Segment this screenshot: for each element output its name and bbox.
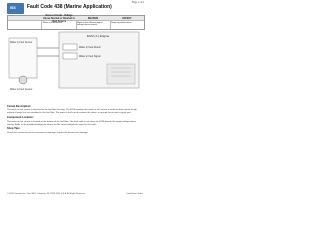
sensor-box — [9, 38, 37, 78]
diagram-label: Water in Fuel Signal — [79, 55, 101, 58]
section-heading: Circuit Description: — [7, 105, 32, 108]
ecm-label: ECM (J-) Engine — [87, 34, 110, 38]
page-title: Fault Code 438 (Marine Application) — [27, 4, 112, 10]
page-footer — [7, 193, 143, 195]
copyright-text: © 2008 Cummins Inc., Box 3005, Columbus, IN 47202-3005 U.S.A. All Rights Reserved. — [7, 193, 86, 195]
connector-b — [63, 53, 77, 59]
badge-label: ISX — [10, 6, 16, 10]
table-cell: Water in Fuel Sensor signal voltage above normal. — [76, 21, 110, 29]
wiring-diagram — [7, 28, 143, 92]
table-cell: Water in Fuel Sensor — [41, 21, 75, 29]
section-text: The water in fuel sensor is attached to the fuel filter housing. The ECM monitors the water in fuel sensor in order to detect when a high volume of water has accumulated in the fuel filter. The water in fuel circuit contains the return, or ground circuit and a signal wire. — [7, 109, 137, 115]
footer-brand: QuickServe Online — [126, 193, 143, 195]
header-cell: REASON — [87, 16, 99, 20]
section-text: The water in fuel sensor is located at the bottom of the fuel filter. The fault code is set when the ECM detects the signal voltage above normal. Refer to the troubleshooting procedures for the correct diagnostic steps for this fault. — [7, 120, 136, 126]
table-cell: None on performance. — [110, 21, 144, 29]
ecm-connector-image — [107, 64, 135, 84]
section-heading: Component Location: — [7, 116, 34, 120]
diagram-label: Water in Fuel Sensor — [10, 41, 33, 44]
engine-badge — [7, 3, 24, 14]
header-cell: EFFECT — [122, 16, 132, 20]
header-cell: Sensor Circuit - Voltage Above Normal or Shorted to High Source — [43, 13, 75, 23]
page-number: Page 1 of 2 — [131, 1, 144, 4]
section-heading: Shop Tips: — [7, 127, 21, 131]
section-text: Check the connector pins for corrosion or damage. Inspect the harness for damage. — [7, 131, 89, 134]
connector-a — [63, 44, 77, 50]
sensor-icon — [19, 76, 27, 84]
body-text — [7, 104, 143, 135]
document-page — [0, 0, 149, 198]
diagram-label: Water in Fuel Return — [79, 46, 101, 49]
diagram-label: Water in Fuel Sensor — [10, 88, 33, 91]
